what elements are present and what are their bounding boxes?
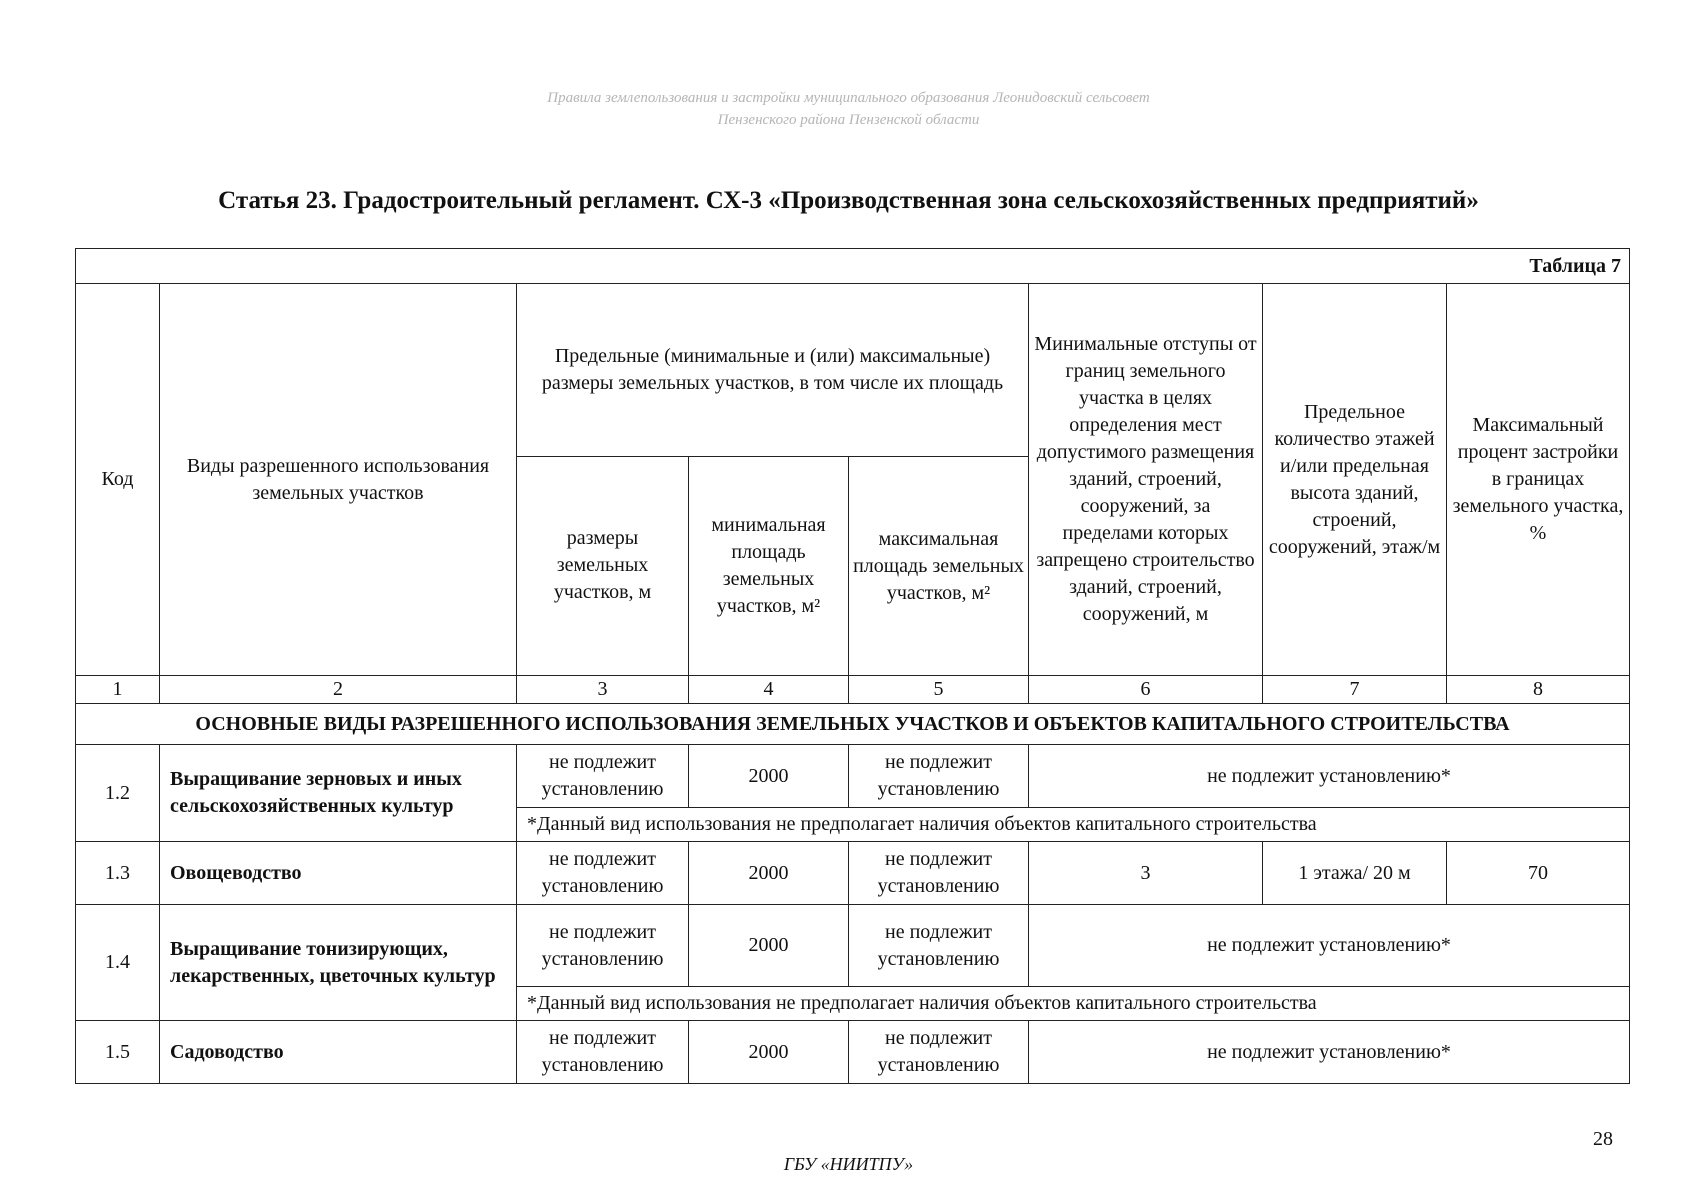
row-note: *Данный вид использования не предполагает наличия объектов капитального строительства — [517, 987, 1630, 1021]
row-max-area: не подлежит установлению — [849, 842, 1029, 905]
row-code: 1.3 — [76, 842, 160, 905]
row-use-name: Выращивание зерновых и иных сельскохозяйственных культур — [160, 745, 517, 842]
article-title: Статья 23. Градостроительный регламент. СХ-3 «Производственная зона сельскохозяйственных предприятий» — [218, 187, 1479, 214]
table-row — [76, 905, 1630, 987]
column-number: 6 — [1029, 676, 1263, 704]
table-row — [76, 842, 1630, 905]
row-merged-value: не подлежит установлению* — [1029, 1021, 1630, 1084]
header-plot-size: размеры земельных участков, м — [517, 457, 689, 676]
row-use-name: Садоводство — [160, 1021, 517, 1084]
row-plot-size: не подлежит установлению — [517, 745, 689, 808]
header-use-type: Виды разрешенного использования земельных участков — [160, 284, 517, 676]
row-min-area: 2000 — [689, 745, 849, 808]
column-number: 3 — [517, 676, 689, 704]
row-min-area: 2000 — [689, 1021, 849, 1084]
header-size-limits: Предельные (минимальные и (или) максимальные) размеры земельных участков, в том числе их площадь — [517, 284, 1029, 457]
row-use-name: Выращивание тонизирующих, лекарственных, цветочных культур — [160, 905, 517, 1021]
header-setback: Минимальные отступы от границ земельного участка в целях определения мест допустимого размещения зданий, строений, сооружений, за пределами которых запрещено строительство зданий, строений, сооружений, м — [1029, 284, 1263, 676]
row-max-percent: 70 — [1447, 842, 1630, 905]
row-max-area: не подлежит установлению — [849, 905, 1029, 987]
row-note: *Данный вид использования не предполагает наличия объектов капитального строительства — [517, 808, 1630, 842]
section-heading: ОСНОВНЫЕ ВИДЫ РАЗРЕШЕННОГО ИСПОЛЬЗОВАНИЯ ЗЕМЕЛЬНЫХ УЧАСТКОВ И ОБЪЕКТОВ КАПИТАЛЬНОГО СТРОИТЕЛЬСТВА — [76, 704, 1630, 745]
header-max-area: максимальная площадь земельных участков, м² — [849, 457, 1029, 676]
row-max-area: не подлежит установлению — [849, 745, 1029, 808]
row-code: 1.2 — [76, 745, 160, 842]
row-plot-size: не подлежит установлению — [517, 842, 689, 905]
page-number: 28 — [1593, 1128, 1613, 1150]
running-header-line-2: Пензенского района Пензенской области — [717, 112, 980, 128]
column-number: 7 — [1263, 676, 1447, 704]
row-use-name: Овощеводство — [160, 842, 517, 905]
row-floors: 1 этажа/ 20 м — [1263, 842, 1447, 905]
row-code: 1.4 — [76, 905, 160, 1021]
table-number: Таблица 7 — [76, 249, 1630, 284]
footer-organization: ГБУ «НИИТПУ» — [783, 1154, 914, 1174]
header-max-percent: Максимальный процент застройки в границах земельного участка, % — [1447, 284, 1630, 676]
row-max-area: не подлежит установлению — [849, 1021, 1029, 1084]
running-header-line-1: Правила землепользования и застройки муниципального образования Леонидовский сельсовет — [547, 90, 1150, 106]
row-min-area: 2000 — [689, 905, 849, 987]
header-min-area: минимальная площадь земельных участков, м² — [689, 457, 849, 676]
column-number: 4 — [689, 676, 849, 704]
table-row — [76, 745, 1630, 808]
column-number-row — [76, 676, 1630, 704]
row-setback: 3 — [1029, 842, 1263, 905]
column-number: 5 — [849, 676, 1029, 704]
header-code: Код — [76, 284, 160, 676]
row-min-area: 2000 — [689, 842, 849, 905]
column-number: 1 — [76, 676, 160, 704]
column-number: 8 — [1447, 676, 1630, 704]
table-row — [76, 1021, 1630, 1084]
column-number: 2 — [160, 676, 517, 704]
row-merged-value: не подлежит установлению* — [1029, 745, 1630, 808]
row-plot-size: не подлежит установлению — [517, 1021, 689, 1084]
row-merged-value: не подлежит установлению* — [1029, 905, 1630, 987]
regulation-table — [75, 248, 1630, 1084]
row-code: 1.5 — [76, 1021, 160, 1084]
row-plot-size: не подлежит установлению — [517, 905, 689, 987]
header-floors: Предельное количество этажей и/или предельная высота зданий, строений, сооружений, этаж/м — [1263, 284, 1447, 676]
